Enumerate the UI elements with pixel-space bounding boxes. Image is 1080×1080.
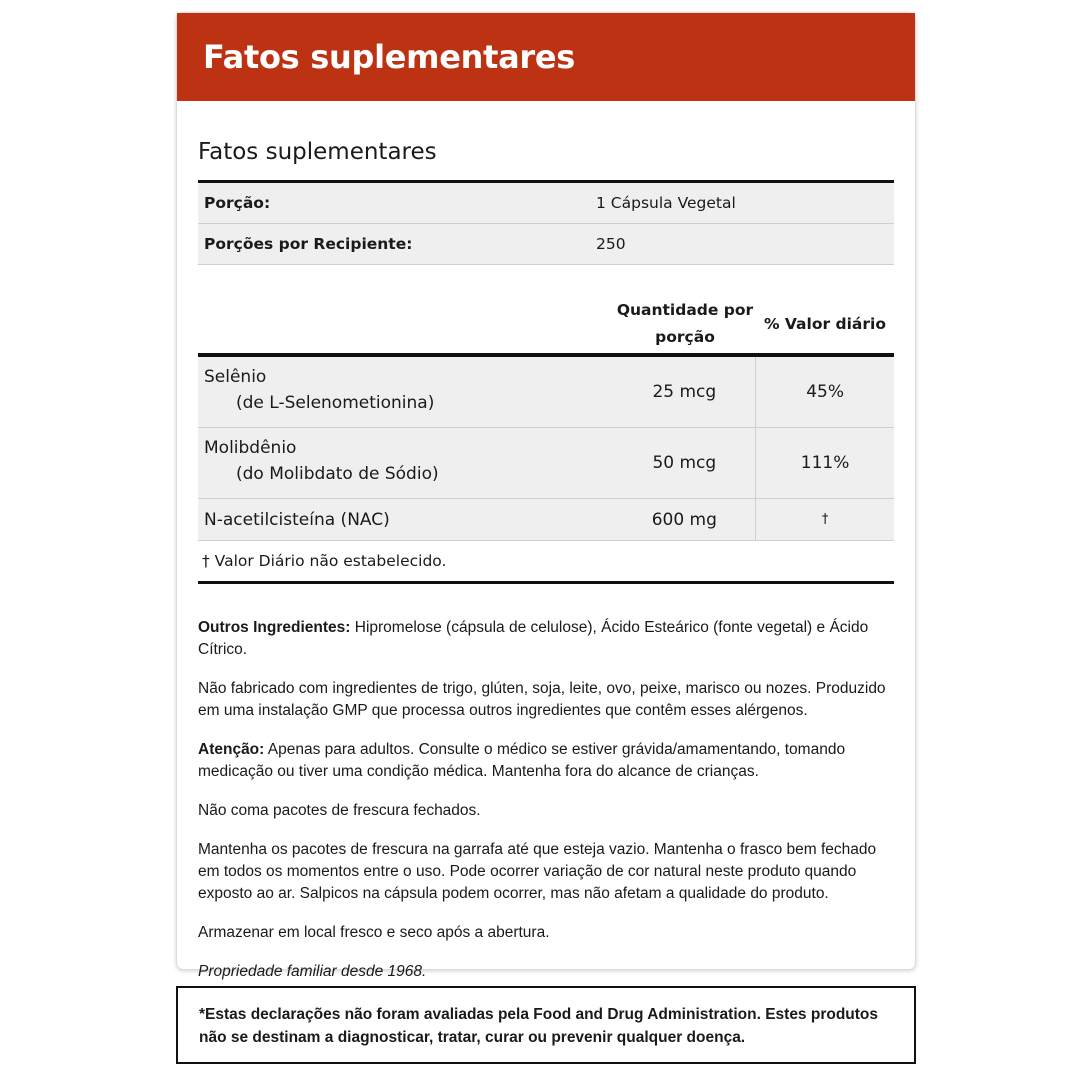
nutrient-name: Molibdênio: [204, 438, 297, 458]
nutrient-name: N-acetilcisteína (NAC): [204, 509, 390, 530]
servings-per-container-value: 250: [596, 235, 626, 253]
card-header: [177, 13, 915, 101]
other-ingredients: [198, 617, 898, 661]
allergen-statement: Não fabricado com ingredientes de trigo, glúten, soja, leite, ovo, peixe, marisco ou nozes. Produzido em uma instalação GMP que processa outros ingredientes que contêm esses alérgenos.: [198, 680, 886, 719]
nutrient-amount: 25 mcg: [652, 382, 717, 402]
servings-per-container-label: Porções por Recipiente:: [204, 235, 413, 253]
serving-size-row: [198, 183, 894, 224]
storage-instructions: Armazenar em local fresco e seco após a abertura.: [198, 924, 550, 941]
family-owned-note: Propriedade familiar desde 1968.: [198, 963, 427, 980]
other-ingredients-label: Outros Ingredientes:: [198, 619, 351, 636]
servings-per-container-row: [198, 224, 894, 265]
amount-per-serving-header: [614, 295, 756, 353]
nutrient-amount: 50 mcg: [652, 453, 717, 473]
warning-text: Apenas para adultos. Consulte o médico se estiver grávida/amamentando, tomando medicação ou tiver uma condição médica. Mantenha fora do alcance de crianças.: [198, 741, 846, 780]
other-ingredients-text: Hipromelose (cápsula de celulose), Ácido Esteárico (fonte vegetal) e Ácido Cítrico.: [198, 619, 869, 658]
packets-warning: Não coma pacotes de frescura fechados.: [198, 802, 481, 819]
nutrient-source: (de L-Selenometionina): [236, 393, 435, 413]
nutrient-amount: 600 mg: [651, 509, 717, 530]
supplement-facts-card: [176, 12, 916, 980]
daily-value-header: % Valor diário: [763, 315, 886, 333]
daily-value-footnote: † Valor Diário não estabelecido.: [198, 541, 894, 584]
nutrient-daily-value: 45%: [755, 357, 894, 427]
serving-table: [198, 180, 894, 265]
nutrient-daily-value: †: [755, 499, 894, 540]
amount-header-line1: Quantidade por: [616, 301, 754, 319]
nutrient-row: [198, 499, 894, 541]
warning-label: Atenção:: [198, 741, 265, 758]
nutrient-table: [198, 353, 894, 584]
serving-size-value: 1 Cápsula Vegetal: [596, 194, 736, 212]
nutrient-source: (do Molibdato de Sódio): [236, 464, 439, 484]
nutrient-daily-value: 111%: [755, 428, 894, 498]
card-header-title: Fatos suplementares: [203, 38, 576, 76]
product-info: [198, 617, 898, 1000]
warning: [198, 739, 898, 783]
fda-disclaimer: *Estas declarações não foram avaliadas pela Food and Drug Administration. Estes produtos não se destinam a diagnosticar, tratar, curar ou prevenir qualquer doença.: [176, 986, 916, 1064]
amount-header-line2: porção: [655, 328, 715, 346]
nutrient-name: Selênio: [204, 367, 267, 387]
keep-instructions: Mantenha os pacotes de frescura na garrafa até que esteja vazio. Mantenha o frasco bem fechado em todos os momentos entre o uso. Pode ocorrer variação de cor natural neste produto quando exposto ao ar. Salpicos na cápsula podem ocorrer, mas não afetam a qualidade do produto.: [198, 841, 877, 902]
facts-title: Fatos suplementares: [198, 139, 437, 165]
column-headers: [198, 295, 894, 353]
nutrient-row: [198, 428, 894, 499]
nutrient-row: [198, 357, 894, 428]
serving-size-label: Porção:: [204, 194, 271, 212]
